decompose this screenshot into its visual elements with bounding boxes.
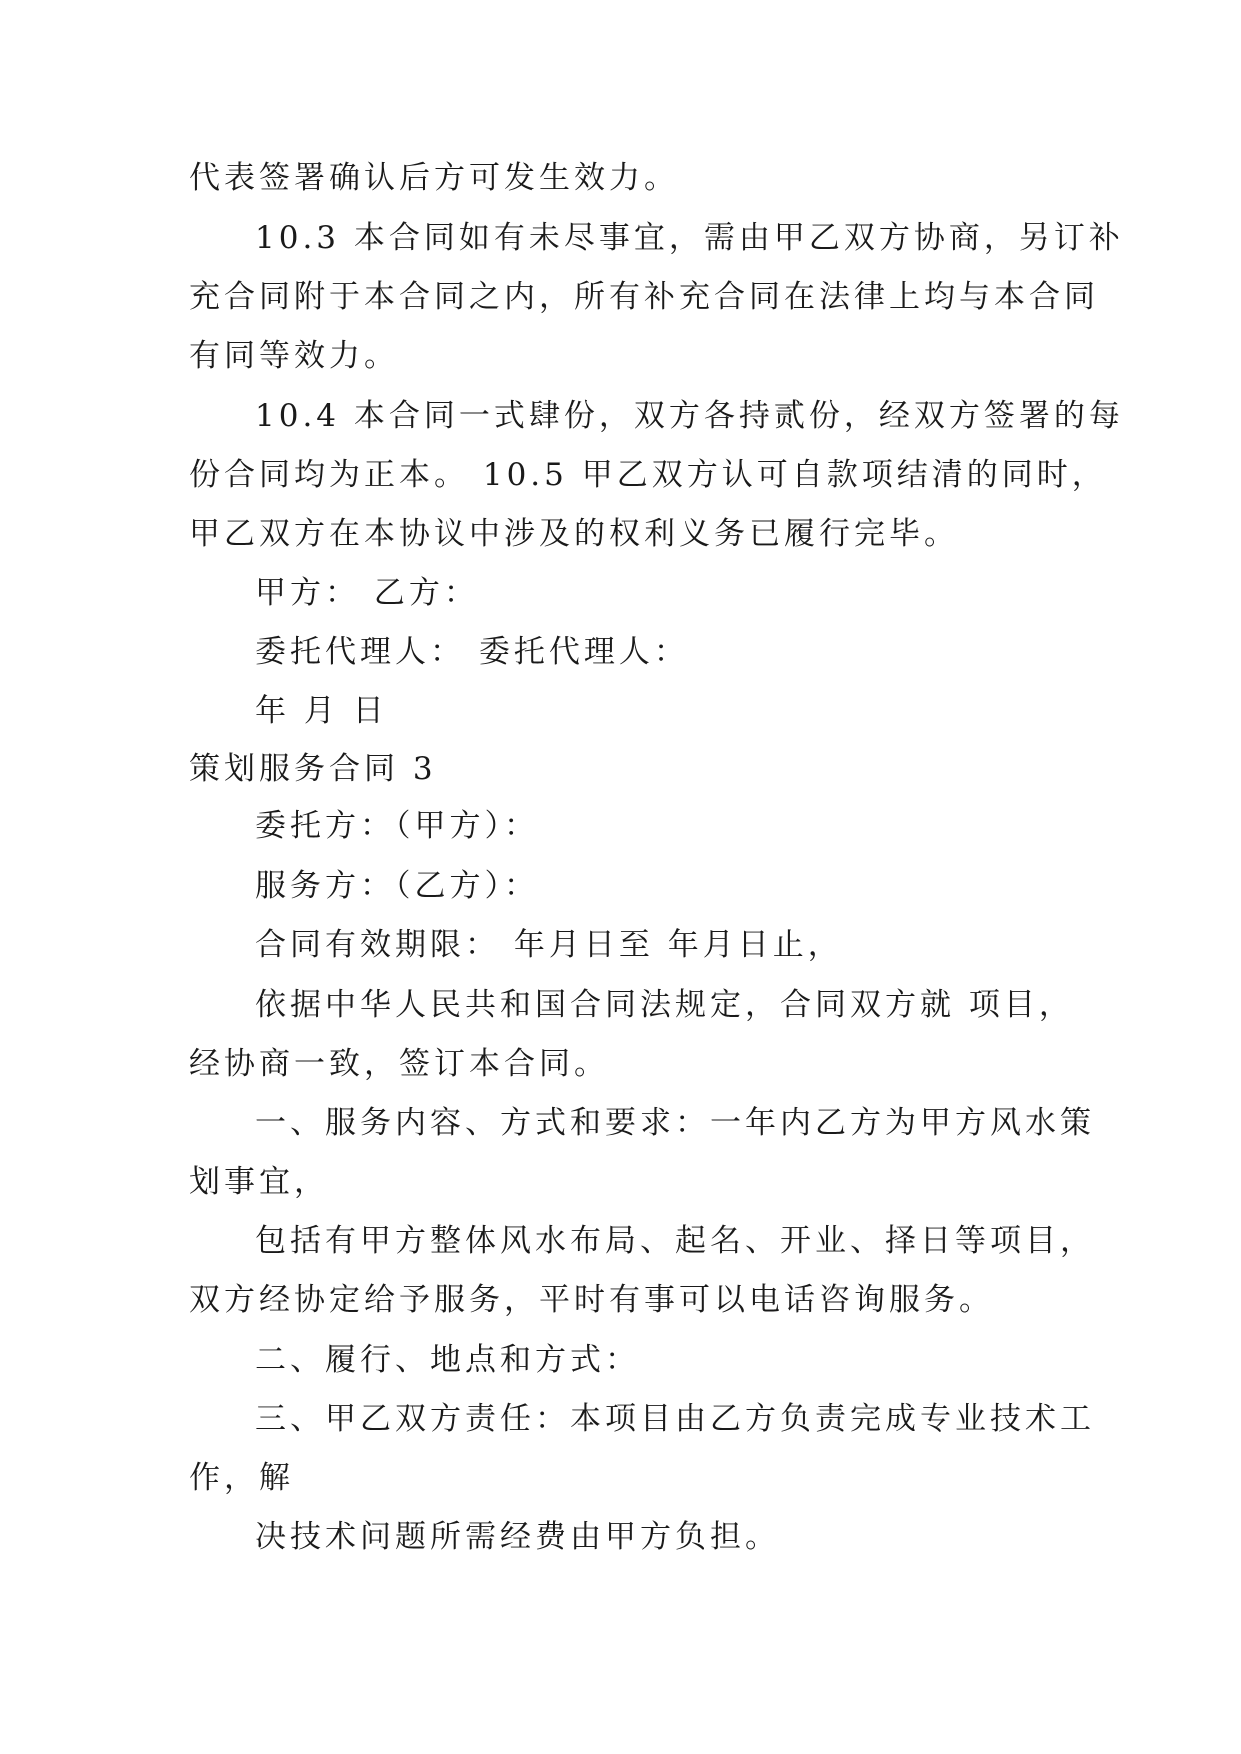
text-line: 委托方：（甲方）： bbox=[255, 808, 539, 844]
text-line: 充合同附于本合同之内，所有补充合同在法律上均与本合同 bbox=[189, 279, 1099, 315]
text-line: 代表签署确认后方可发生效力。 bbox=[189, 160, 679, 196]
text-line: 10.4 本合同一式肆份，双方各持贰份，经双方签署的每 bbox=[255, 398, 1124, 434]
text-line: 合同有效期限： 年月日至 年月日止， bbox=[255, 927, 843, 963]
text-line: 有同等效力。 bbox=[189, 338, 399, 374]
section-title: 策划服务合同 3 bbox=[189, 751, 437, 787]
text-line: 二、履行、地点和方式： bbox=[255, 1342, 640, 1378]
text-line: 10.3 本合同如有未尽事宜，需由甲乙双方协商，另订补 bbox=[255, 220, 1124, 256]
text-line: 划事宜， bbox=[189, 1164, 329, 1200]
text-line: 包括有甲方整体风水布局、起名、开业、择日等项目， bbox=[255, 1223, 1095, 1259]
text-line: 三、甲乙双方责任：本项目由乙方负责完成专业技术工 bbox=[255, 1401, 1095, 1437]
text-line: 份合同均为正本。 10.5 甲乙双方认可自款项结清的同时， bbox=[189, 457, 1107, 493]
signature-agents: 委托代理人： 委托代理人： bbox=[255, 634, 689, 670]
signature-date: 年 月 日 bbox=[255, 693, 388, 729]
text-line: 依据中华人民共和国合同法规定，合同双方就 项目， bbox=[255, 987, 1074, 1023]
text-line: 作，解 bbox=[189, 1460, 294, 1496]
text-line: 双方经协定给予服务，平时有事可以电话咨询服务。 bbox=[189, 1282, 994, 1318]
signature-parties: 甲方： 乙方： bbox=[255, 575, 479, 611]
text-line: 一、服务内容、方式和要求：一年内乙方为甲方风水策 bbox=[255, 1105, 1095, 1141]
text-line: 经协商一致，签订本合同。 bbox=[189, 1046, 609, 1082]
text-line: 决技术问题所需经费由甲方负担。 bbox=[255, 1519, 780, 1555]
text-line: 服务方：（乙方）： bbox=[255, 868, 539, 904]
text-line: 甲乙双方在本协议中涉及的权利义务已履行完毕。 bbox=[189, 516, 959, 552]
